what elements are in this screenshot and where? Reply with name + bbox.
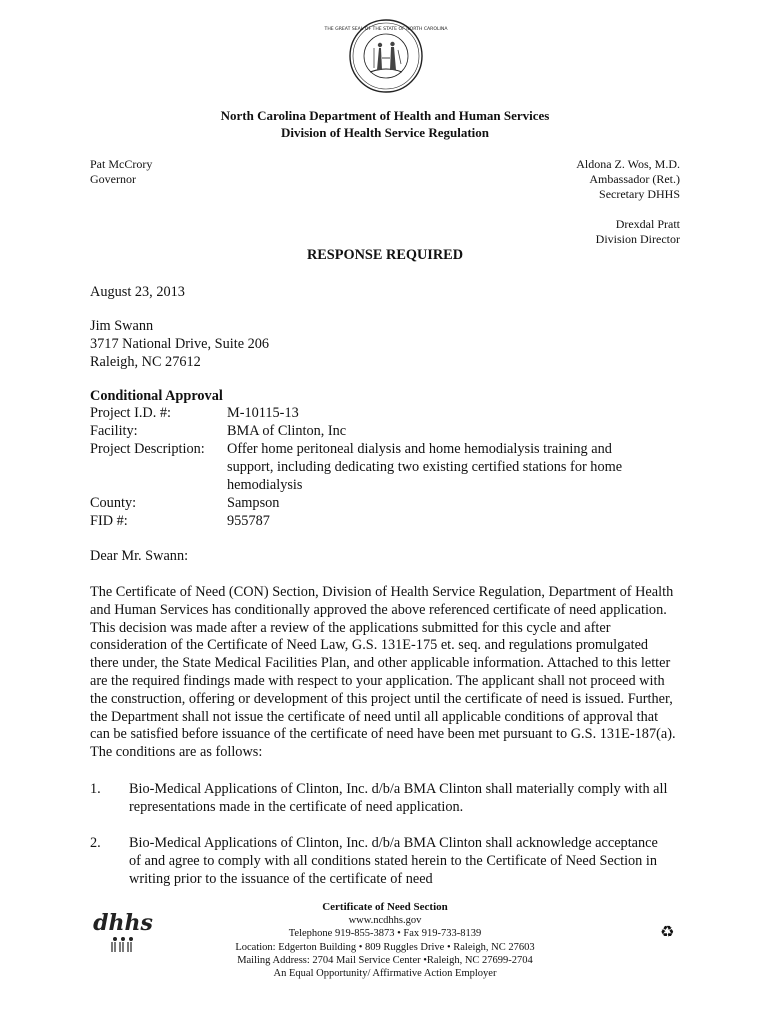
governor-block: [90, 157, 152, 187]
response-required-notice: RESPONSE REQUIRED: [306, 247, 464, 263]
secretary-title: Secretary DHHS: [599, 187, 680, 201]
secretary-line2: Ambassador (Ret.): [589, 172, 680, 186]
detail-value: M-10115-13: [227, 405, 299, 421]
director-title: Division Director: [595, 232, 680, 246]
recipient-street: 3717 National Drive, Suite 206: [90, 335, 270, 352]
detail-value: Offer home peritoneal dialysis and home hemodialysis training and support, including dedicating two existing certified stations for home hemodialysis: [227, 441, 623, 493]
director-block: [596, 217, 680, 247]
condition-text: Bio-Medical Applications of Clinton, Inc. d/b/a BMA Clinton shall materially comply with all representations made in the certificate of need application.: [129, 781, 668, 815]
detail-value: BMA of Clinton, Inc: [227, 423, 347, 439]
division-name: Division of Health Service Regulation: [281, 125, 489, 140]
seal-text: THE GREAT SEAL OF THE STATE OF NORTH CAROLINA: [324, 27, 448, 32]
recipient-address: [90, 318, 269, 371]
footer-location: Location: Edgerton Building • 809 Ruggles Drive • Raleigh, NC 27603: [235, 941, 535, 953]
state-seal-logo: [324, 18, 448, 94]
footer-eeo: An Equal Opportunity/ Affirmative Action Employer: [273, 968, 497, 980]
letter-date: August 23, 2013: [90, 284, 185, 300]
footer-mailing: Mailing Address: 2704 Mail Service Center •Raleigh, NC 27699-2704: [237, 954, 533, 966]
director-name: Drexdal Pratt: [615, 217, 680, 231]
detail-label: County:: [90, 495, 137, 511]
footer-contact: [0, 901, 770, 980]
governor-name: Pat McCrory: [90, 157, 153, 171]
recycle-icon: ♻: [660, 922, 675, 941]
conditional-approval-heading: Conditional Approval: [90, 388, 223, 404]
detail-label: FID #:: [90, 513, 128, 529]
detail-label: Project I.D. #:: [90, 405, 171, 421]
body-paragraph: The Certificate of Need (CON) Section, Division of Health Service Regulation, Department of Health and Human Services has conditionally approved the above referenced certificate of need application. This decision was made after a review of the applications submitted for this cycle and after consideration of the Certificate of Need Law, G.S. 131E-175 et. seq. and regulations promulgated there under, the State Medical Facilities Plan, and other applicable information. Attached to this letter are the required findings made with respect to your application. The applicant shall not proceed with the construction, offering or development of this project until the certificate of need is issued. Further, the Department shall not issue the certificate of need until all applicable conditions of approval that can be satisfied before issuance of the certificate of need have been met pursuant to G.S. 131E-187(a). The conditions are as follows:: [90, 584, 676, 761]
detail-label: Project Description:: [90, 441, 205, 457]
footer-section-title: Certificate of Need Section: [322, 901, 448, 913]
salutation: Dear Mr. Swann:: [90, 548, 189, 564]
footer-website: www.ncdhhs.gov: [348, 915, 422, 927]
governor-title: Governor: [90, 172, 136, 186]
detail-label: Facility:: [90, 423, 138, 439]
department-name: North Carolina Department of Health and Human Services: [220, 108, 550, 123]
footer-phone: Telephone 919-855-3873 • Fax 919-733-8139: [288, 928, 482, 940]
detail-value: 955787: [227, 513, 270, 529]
condition-number: 2.: [90, 835, 101, 851]
condition-text: Bio-Medical Applications of Clinton, Inc. d/b/a BMA Clinton shall acknowledge acceptance of and agree to comply with all conditions stated herein to the Certificate of Need Section in writing prior to the issuance of the certificate of need: [129, 835, 658, 887]
recipient-name: Jim Swann: [90, 318, 154, 334]
recipient-city: Raleigh, NC 27612: [90, 353, 201, 370]
dhhs-logo-text: dhhs: [93, 910, 153, 936]
condition-number: 1.: [90, 781, 101, 797]
secretary-block: [576, 157, 680, 202]
detail-value: Sampson: [227, 495, 280, 511]
secretary-name: Aldona Z. Wos, M.D.: [576, 157, 680, 171]
